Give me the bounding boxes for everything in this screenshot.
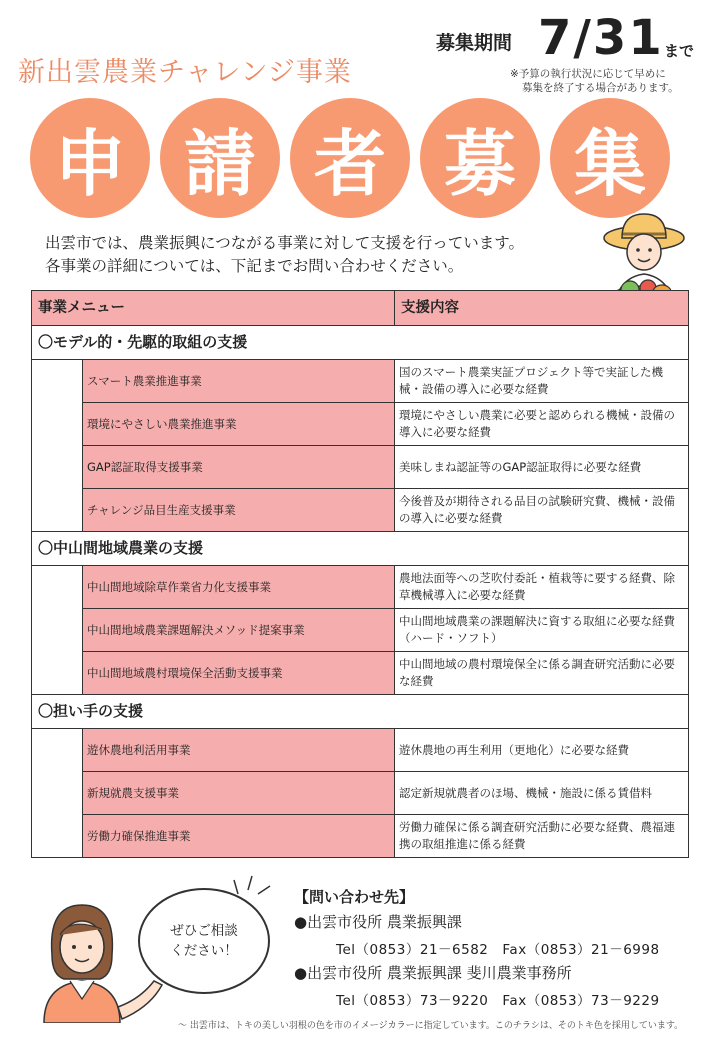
section-row bbox=[32, 695, 689, 729]
tel-2: Tel（0853）73－9220 Fax（0853）73－9229 bbox=[336, 993, 660, 1009]
menu-name: 中山間地域除草作業省力化支援事業 bbox=[83, 566, 395, 609]
menu-name: 環境にやさしい農業推進事業 bbox=[83, 403, 395, 446]
menu-name: 労働力確保推進事業 bbox=[83, 815, 395, 858]
title-char-3: 者 bbox=[290, 98, 410, 218]
table-row bbox=[32, 403, 689, 446]
speech-bubble bbox=[138, 888, 270, 994]
bubble-line2: ください！ bbox=[170, 943, 238, 959]
contact-title: 【問い合わせ先】 bbox=[294, 888, 415, 906]
intro-text bbox=[45, 232, 524, 278]
table-row bbox=[32, 446, 689, 489]
contact-info bbox=[294, 886, 660, 1009]
intro-line1: 出雲市では、農業振興につながる事業に対して支援を行っています。 bbox=[45, 234, 524, 252]
table-row bbox=[32, 609, 689, 652]
support-desc: 遊休農地の再生利用（更地化）に必要な経費 bbox=[395, 729, 689, 772]
table-header-row bbox=[32, 291, 689, 326]
subtitle: 新出雲農業チャレンジ事業 bbox=[18, 57, 352, 88]
period-until: まで bbox=[664, 42, 695, 60]
menu-name: チャレンジ品目生産支援事業 bbox=[83, 489, 395, 532]
office-1: ●出雲市役所 農業振興課 bbox=[294, 913, 462, 931]
table-row bbox=[32, 815, 689, 858]
table-row bbox=[32, 360, 689, 403]
menu-name: スマート農業推進事業 bbox=[83, 360, 395, 403]
support-table bbox=[31, 290, 689, 858]
menu-name: 中山間地域農村環境保全活動支援事業 bbox=[83, 652, 395, 695]
section-title: 〇モデル的・先駆的取組の支援 bbox=[32, 326, 689, 360]
support-desc: 認定新規就農者のほ場、機械・施設に係る賃借料 bbox=[395, 772, 689, 815]
section-row bbox=[32, 326, 689, 360]
support-desc: 国のスマート農業実証プロジェクト等で実証した機械・設備の導入に必要な経費 bbox=[395, 360, 689, 403]
support-desc: 環境にやさしい農業に必要と認められる機械・設備の導入に必要な経費 bbox=[395, 403, 689, 446]
footer-note: ～ 出雲市は、トキの美しい羽根の色を市のイメージカラーに指定しています。このチラシは、そのトキ色を採用しています。 bbox=[178, 1021, 684, 1031]
support-desc: 今後普及が期待される品目の試験研究費、機械・設備の導入に必要な経費 bbox=[395, 489, 689, 532]
period-note-line2: 募集を終了する場合があります。 bbox=[522, 82, 679, 94]
menu-name: GAP認証取得支援事業 bbox=[83, 446, 395, 489]
office-2: ●出雲市役所 農業振興課 斐川農業事務所 bbox=[294, 964, 572, 982]
column-header-support: 支援内容 bbox=[395, 291, 689, 326]
tel-1: Tel（0853）21－6582 Fax（0853）21－6998 bbox=[336, 942, 660, 958]
period-note bbox=[510, 67, 679, 95]
table-row bbox=[32, 566, 689, 609]
title-char-1: 申 bbox=[30, 98, 150, 218]
section-title: 〇担い手の支援 bbox=[32, 695, 689, 729]
table-row bbox=[32, 772, 689, 815]
column-header-menu: 事業メニュー bbox=[32, 291, 395, 326]
support-desc: 中山間地域の農村環境保全に係る調査研究活動に必要な経費 bbox=[395, 652, 689, 695]
table-row bbox=[32, 489, 689, 532]
intro-line2: 各事業の詳細については、下記までお問い合わせください。 bbox=[45, 257, 464, 275]
support-desc: 労働力確保に係る調査研究活動に必要な経費、農福連携の取組推進に係る経費 bbox=[395, 815, 689, 858]
menu-name: 遊休農地利活用事業 bbox=[83, 729, 395, 772]
table-row bbox=[32, 652, 689, 695]
sparkle-lines-icon bbox=[232, 868, 272, 898]
period-date: 7/31 bbox=[538, 10, 664, 66]
section-row bbox=[32, 532, 689, 566]
support-desc: 美味しまね認証等のGAP認証取得に必要な経費 bbox=[395, 446, 689, 489]
table-row bbox=[32, 729, 689, 772]
period-note-line1: ※予算の執行状況に応じて早めに bbox=[510, 68, 666, 80]
section-title: 〇中山間地域農業の支援 bbox=[32, 532, 689, 566]
bubble-line1: ぜひご相談 bbox=[170, 923, 238, 939]
title-char-5: 集 bbox=[550, 98, 670, 218]
title-char-4: 募 bbox=[420, 98, 540, 218]
period-label: 募集期間 bbox=[436, 32, 513, 54]
support-desc: 農地法面等への芝吹付委託・植栽等に要する経費、除草機械導入に必要な経費 bbox=[395, 566, 689, 609]
menu-name: 新規就農支援事業 bbox=[83, 772, 395, 815]
title-char-2: 請 bbox=[160, 98, 280, 218]
menu-name: 中山間地域農業課題解決メソッド提案事業 bbox=[83, 609, 395, 652]
support-desc: 中山間地域農業の課題解決に資する取組に必要な経費（ハード・ソフト） bbox=[395, 609, 689, 652]
